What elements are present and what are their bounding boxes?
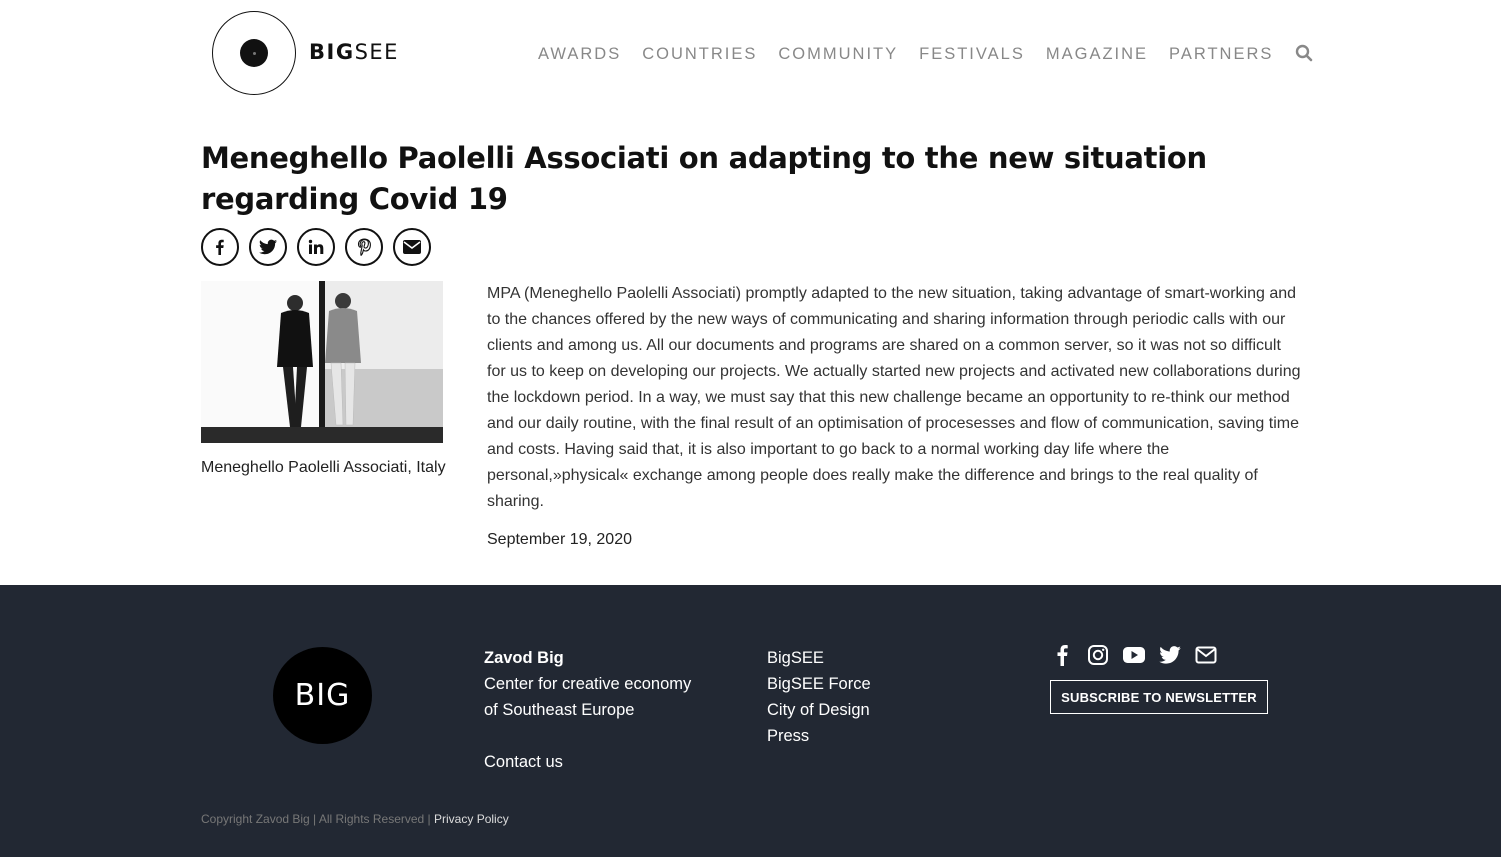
youtube-icon[interactable]	[1122, 643, 1146, 667]
email-icon	[402, 239, 422, 255]
nav-countries[interactable]: COUNTRIES	[642, 44, 758, 63]
logo-mark[interactable]	[212, 11, 296, 95]
org-name: Zavod Big	[484, 649, 564, 667]
facebook-icon[interactable]	[1050, 643, 1074, 667]
org-tagline-2: of Southeast Europe	[484, 701, 635, 719]
footer-organization	[484, 645, 691, 775]
linkedin-icon	[308, 239, 324, 255]
contact-link[interactable]: Contact us	[484, 753, 563, 771]
twitter-icon	[259, 239, 277, 255]
article-photo	[201, 281, 443, 443]
nav-awards[interactable]: AWARDS	[538, 44, 622, 63]
nav-festivals[interactable]: FESTIVALS	[919, 44, 1025, 63]
nav-partners[interactable]: PARTNERS	[1169, 44, 1274, 63]
article-body: MPA (Meneghello Paolelli Associati) promptly adapted to the new situation, taking advantage of smart-working and to the chances offered by the new ways of communicating and sharing information through periodic calls with our clients and among us. All our documents and programs are shared on a common server, so it was not so difficult for us to keep on developing our projects. We actually started new projects and activated new collaborations during the lockdown period. In a way, we must say that this new challenge became an opportunity to re-think our method and our daily routine, with the final result of an optimisation of procesesses and flow of communication, saving time and costs. Having said that, it is also important to go back to a normal working day life where the personal,»physical« exchange among people does really make the difference and brings to the real quality of sharing.	[487, 285, 1301, 510]
twitter-icon[interactable]	[1158, 643, 1182, 667]
main-nav	[538, 44, 1315, 64]
share-buttons	[201, 228, 441, 266]
subscribe-newsletter-button[interactable]: SUBSCRIBE TO NEWSLETTER	[1050, 680, 1268, 714]
footer-link-bigsee[interactable]: BigSEE	[767, 649, 824, 667]
search-icon[interactable]	[1295, 44, 1315, 64]
social-links	[1050, 643, 1230, 667]
logo-dot	[240, 39, 268, 67]
pinterest-share-button[interactable]	[345, 228, 383, 266]
footer-links	[767, 645, 871, 749]
twitter-share-button[interactable]	[249, 228, 287, 266]
article-title: Meneghello Paolelli Associati on adapting to the new situation regarding Covid 19	[201, 141, 1207, 216]
org-tagline-1: Center for creative economy	[484, 675, 692, 693]
email-share-button[interactable]	[393, 228, 431, 266]
footer-logo[interactable]: BIG	[273, 647, 372, 744]
instagram-icon[interactable]	[1086, 643, 1110, 667]
pinterest-icon	[357, 238, 371, 256]
footer-link-city-of-design[interactable]: City of Design	[767, 701, 870, 719]
footer-link-press[interactable]: Press	[767, 727, 810, 745]
facebook-share-button[interactable]	[201, 228, 239, 266]
copyright-line	[201, 812, 509, 832]
nav-magazine[interactable]: MAGAZINE	[1045, 44, 1149, 63]
site-header	[0, 0, 1501, 110]
photo-caption: Meneghello Paolelli Associati, Italy	[201, 459, 446, 476]
logo-text[interactable]: BIGSEE	[309, 40, 399, 64]
article-date: September 19, 2020	[487, 531, 632, 548]
copyright-text: Copyright Zavod Big | All Rights Reserved |	[201, 812, 431, 826]
linkedin-share-button[interactable]	[297, 228, 335, 266]
site-footer	[0, 585, 1501, 857]
footer-link-bigsee-force[interactable]: BigSEE Force	[767, 675, 871, 693]
nav-community[interactable]: COMMUNITY	[778, 44, 899, 63]
privacy-policy-link[interactable]: Privacy Policy	[434, 812, 509, 826]
facebook-icon	[212, 239, 228, 255]
email-icon[interactable]	[1194, 643, 1218, 667]
